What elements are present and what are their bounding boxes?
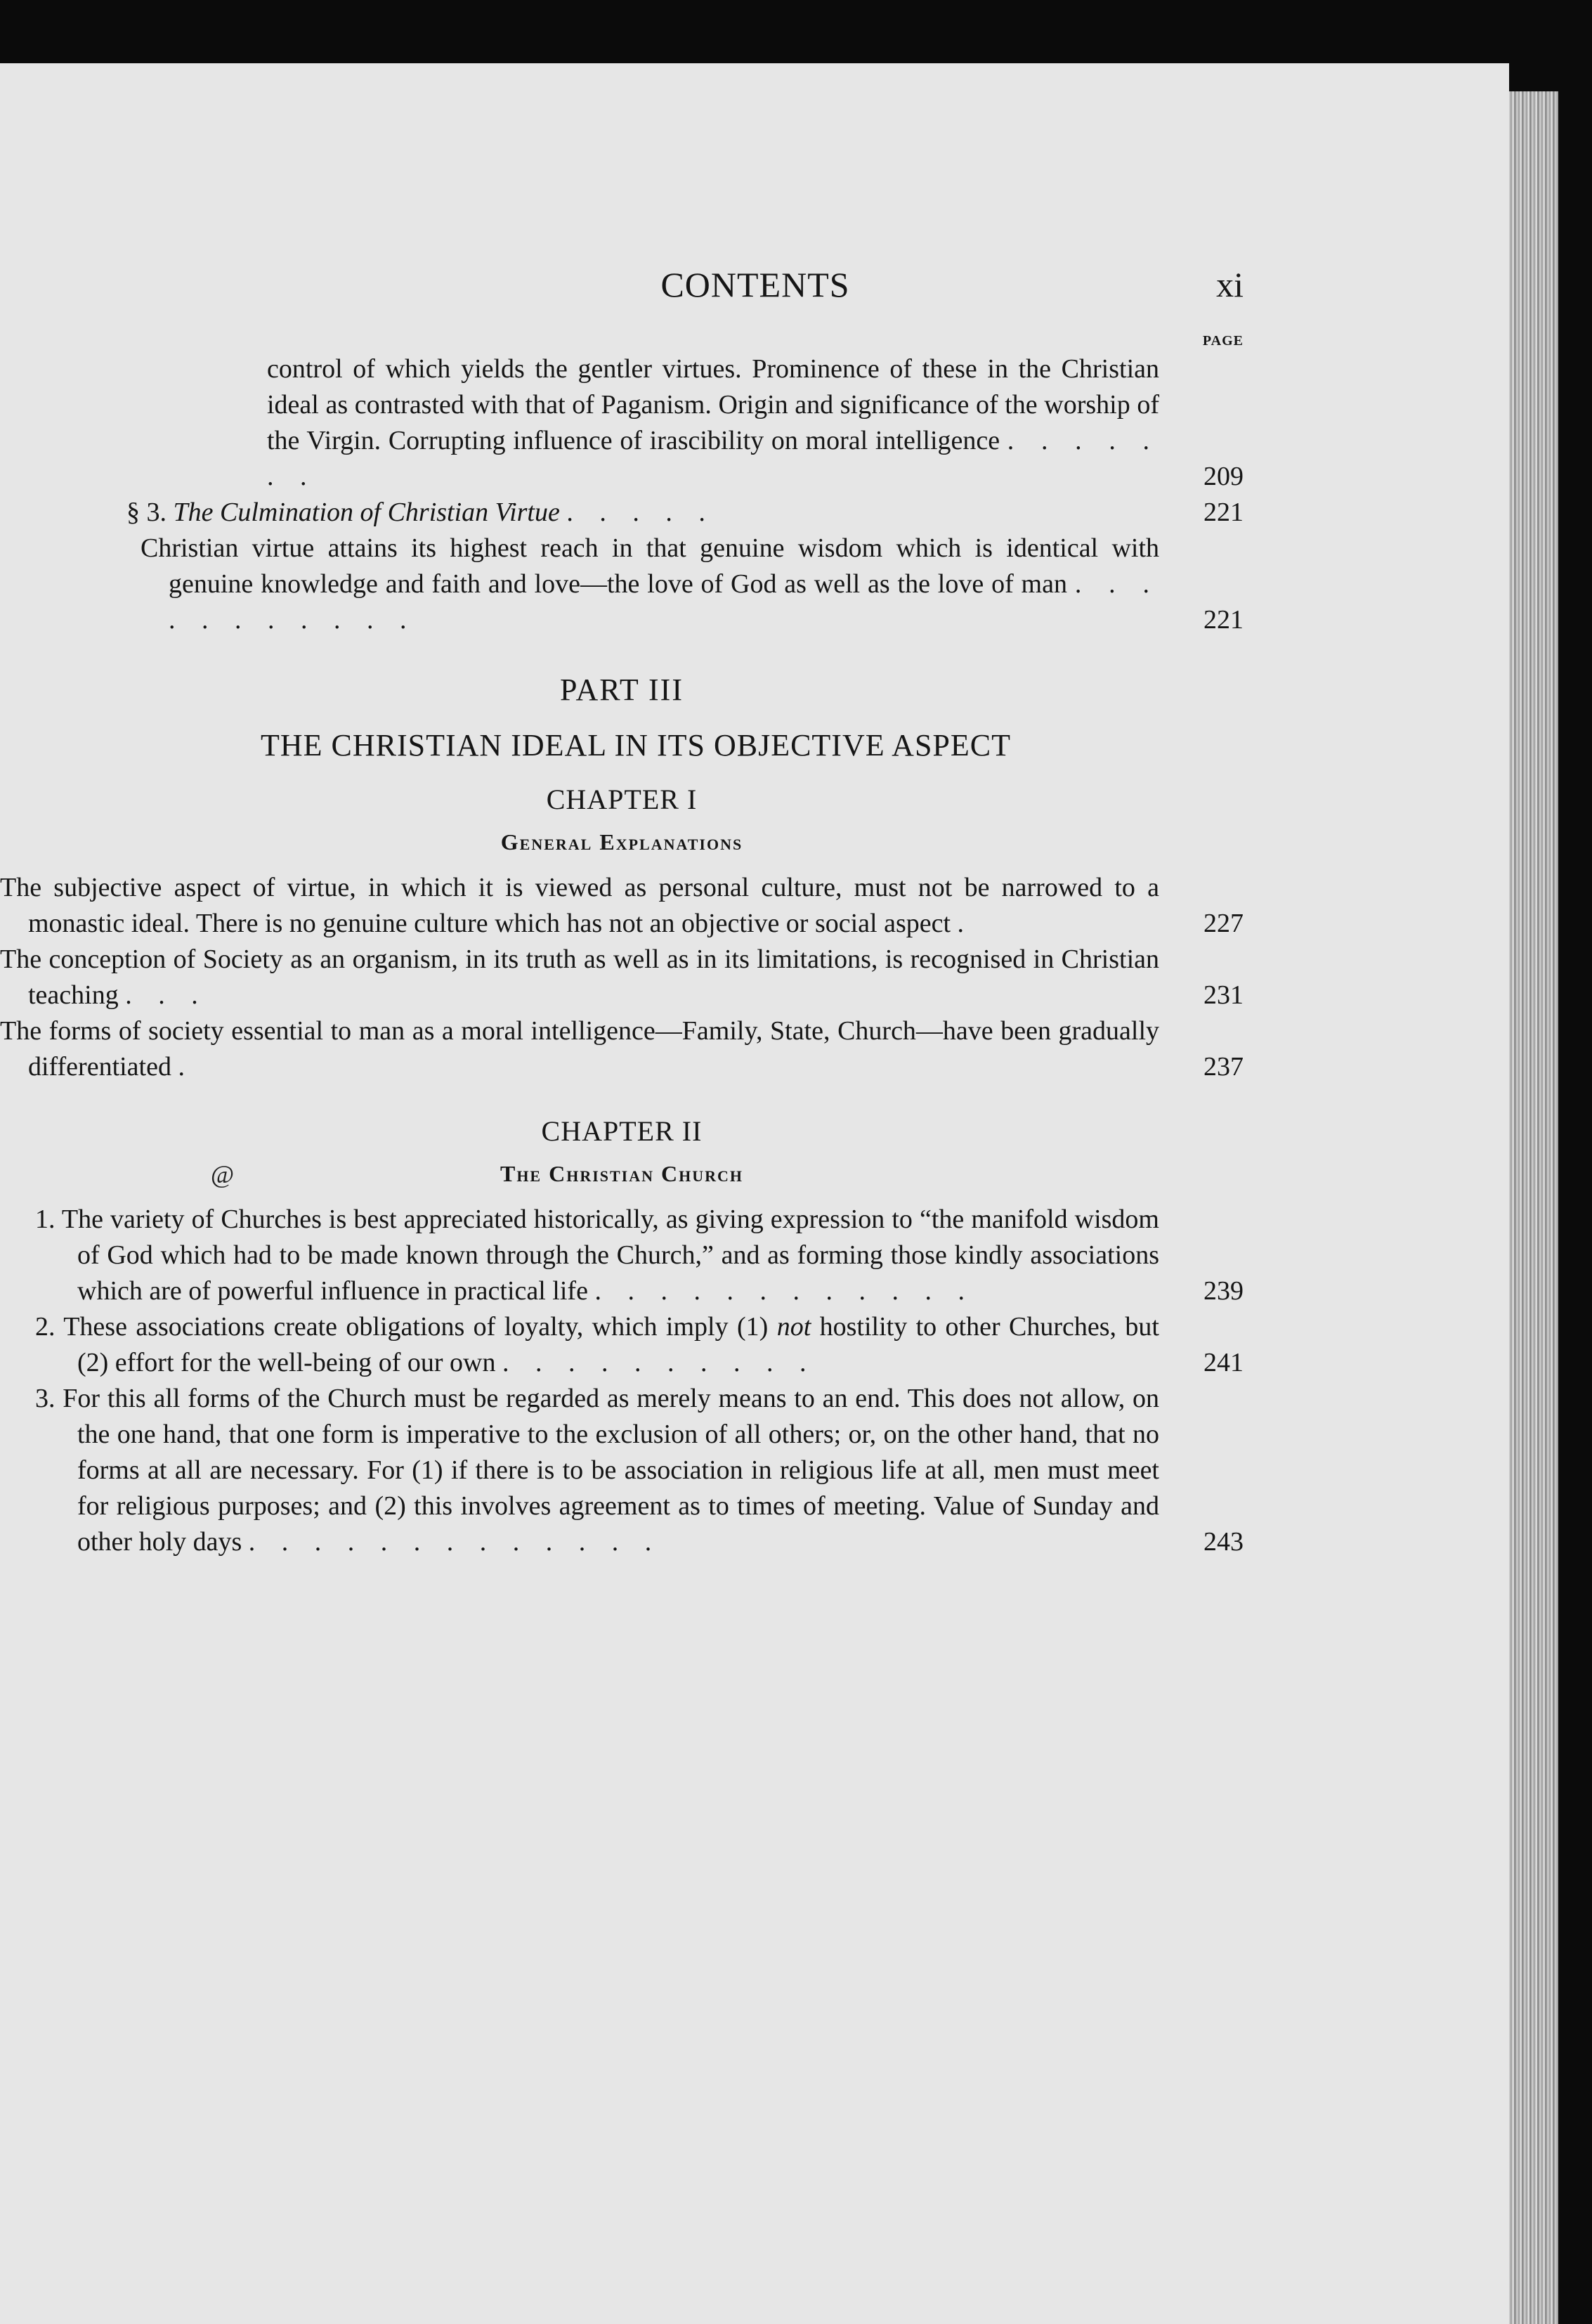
chapter-title: The Christian Church xyxy=(500,1161,744,1186)
part-heading: PART III xyxy=(560,673,684,707)
part-subheading: THE CHRISTIAN IDEAL IN ITS OBJECTIVE ASPECT xyxy=(261,728,1011,762)
entry-page: 241 xyxy=(1203,1348,1244,1377)
section-title: The Culmination of Christian Virtue xyxy=(173,498,560,527)
toc-entry xyxy=(141,531,1244,638)
entry-number: 2. xyxy=(35,1312,56,1342)
entry-text: The forms of society essential to man as a moral intelligence—Family, State, Church—have been gradually differentiated xyxy=(0,1016,1159,1082)
entry-text: control of which yields the gentler virtues. Prominence of these in the Christian ideal as contrasted with that of Paganism. Origin and significance of the worship of the Virgin. Corrupting influence of irascibility on moral intelligence xyxy=(267,354,1159,455)
entry-text-end: hostility to other Churches, but (2) effort for the well-being of our own xyxy=(77,1312,1159,1377)
entry-page: 243 xyxy=(1203,1527,1244,1557)
leader-dots: . . . xyxy=(125,980,208,1010)
chapter-title: General Explanations xyxy=(500,829,743,855)
contents-body xyxy=(0,265,1244,1560)
toc-entry xyxy=(0,1013,1244,1085)
leader-dots: . . . . . . . . . . . . xyxy=(594,1276,974,1306)
leader-dots: . . . . . xyxy=(566,498,715,527)
toc-entry xyxy=(0,870,1244,942)
entry-text: For this all forms of the Church must be regarded as merely means to an end. This does not allow, on the one hand, that one form is imperative to the exclusion of all others; or, on the other hand, that no forms at all are necessary. For (1) if there is to be association in religious life at all, men must meet for religious purposes; and (2) this involves agreement as to times of meeting. Value of Sunday and other holy days xyxy=(63,1384,1160,1557)
leader-dots: . . . . . . . . . . . xyxy=(169,569,1160,635)
entry-page: 239 xyxy=(1203,1276,1244,1306)
page-header xyxy=(267,267,1244,330)
entry-number: 1. xyxy=(35,1205,56,1234)
toc-entry xyxy=(0,1202,1244,1309)
leader-dots: . xyxy=(957,909,974,938)
chapter-heading: CHAPTER I xyxy=(546,784,698,815)
entry-page: 227 xyxy=(1203,909,1244,938)
page-title: CONTENTS xyxy=(660,265,850,304)
section-entry xyxy=(126,495,1244,531)
page-edge-shadow xyxy=(1509,91,1558,2324)
entry-text-italic: not xyxy=(776,1312,811,1342)
page-folio: xi xyxy=(1216,265,1244,304)
entry-text-start: These associations create obligations of loyalty, which imply (1) xyxy=(63,1312,777,1342)
leader-dots: . xyxy=(178,1052,195,1082)
toc-entry xyxy=(267,351,1244,495)
margin-mark: @ xyxy=(211,1160,235,1188)
toc-entry xyxy=(0,1309,1244,1381)
entry-text: Christian virtue attains its highest reach in that genuine wisdom which is identical with genuine knowledge and faith and love—the love of God as well as the love of man xyxy=(141,533,1159,599)
leader-dots: . . . . . . . . . . xyxy=(502,1348,816,1377)
leader-dots: . . . . . . . . . . . . . xyxy=(248,1527,662,1557)
entry-page: 221 xyxy=(1203,605,1244,635)
entry-page: 209 xyxy=(1203,462,1244,491)
book-page xyxy=(0,63,1509,2324)
section-label: § 3. xyxy=(126,498,167,527)
entry-text: The conception of Society as an organism, in its truth as well as in its limitations, is recognised in Christian teaching xyxy=(0,944,1159,1010)
toc-entry xyxy=(0,942,1244,1013)
entry-text: The variety of Churches is best appreciated historically, as giving expression to “the manifold wisdom of God which had to be made known through the Church,” and as forming those kindly associations which are of powerful influence in practical life xyxy=(61,1205,1159,1306)
chapter-heading: CHAPTER II xyxy=(541,1115,703,1147)
page-column-label: PAGE xyxy=(1202,333,1244,349)
entry-text: The subjective aspect of virtue, in which it is viewed as personal culture, must not be narrowed to a monastic ideal. There is no genuine culture which has not an objective or social aspect xyxy=(0,873,1159,938)
toc-entry xyxy=(0,1381,1244,1560)
entry-page: 237 xyxy=(1203,1052,1244,1082)
entry-page: 231 xyxy=(1203,980,1244,1010)
leader-dots: . . . . . . . xyxy=(267,426,1160,491)
entry-number: 3. xyxy=(35,1384,56,1413)
entry-page: 221 xyxy=(1203,498,1244,527)
